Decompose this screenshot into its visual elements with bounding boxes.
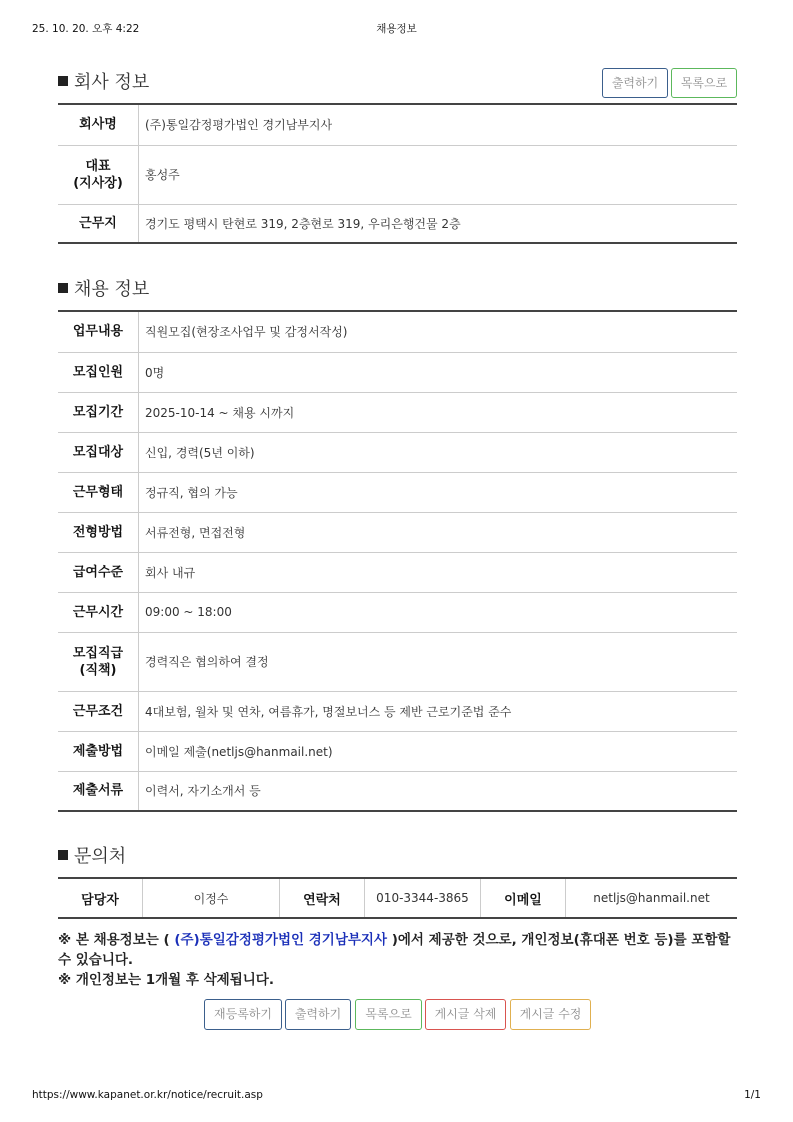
table-row: [58, 104, 737, 145]
row-label: [58, 632, 139, 691]
row-value: 직원모집(현장조사업무 및 감정서작성): [139, 311, 738, 352]
label-line: 대표 (지사장): [73, 158, 123, 191]
print-footer: [32, 1089, 761, 1105]
row-value: 09:00 ~ 18:00: [139, 592, 738, 632]
notice-line-2: ※ 개인정보는 1개월 후 삭제됩니다.: [58, 972, 274, 988]
row-value: 홍성주: [139, 145, 738, 204]
phone-value: 010-3344-3865: [365, 878, 481, 918]
row-label: 제출방법: [58, 731, 139, 771]
company-info-table: [58, 103, 737, 244]
table-row: [58, 878, 737, 918]
table-row: [58, 311, 737, 352]
notice-company: (주)통일감정평가법인 경기남부지사: [174, 932, 387, 948]
contact-section-title-text: 문의처: [74, 846, 127, 867]
row-label: 근무지: [58, 204, 139, 243]
row-label: 근무형태: [58, 472, 139, 512]
recruit-section-title-text: 채용 정보: [74, 279, 150, 300]
label-line: 모집직급 (직책): [72, 645, 124, 678]
row-value: 정규직, 협의 가능: [139, 472, 738, 512]
row-value: 이메일 제출(netljs@hanmail.net): [139, 731, 738, 771]
notice-prefix: ※ 본 채용정보는 (: [58, 932, 175, 948]
notice-line-1: [58, 930, 738, 970]
company-section-title-text: 회사 정보: [74, 72, 150, 93]
row-value: 4대보험, 월차 및 연차, 여름휴가, 명절보너스 등 제반 근로기준법 준수: [139, 691, 738, 731]
print-button[interactable]: 출력하기: [602, 68, 668, 98]
table-row: [58, 432, 737, 472]
recruit-info-table: [58, 310, 737, 812]
table-row: [58, 771, 737, 811]
row-value: 경기도 평택시 탄현로 319, 2층현로 319, 우리은행건물 2층: [145, 216, 461, 231]
print-title: 채용정보: [376, 23, 417, 35]
delete-post-button[interactable]: 게시글 삭제: [425, 999, 506, 1030]
row-label: 급여수준: [58, 552, 139, 592]
email-label: 이메일: [481, 878, 566, 918]
row-value: 회사 내규: [139, 552, 738, 592]
phone-label: 연락처: [280, 878, 365, 918]
print-date: 25. 10. 20. 오후 4:22: [32, 23, 140, 35]
contact-section-title: [58, 842, 126, 868]
table-row: [58, 352, 737, 392]
row-value: 0명: [139, 352, 738, 392]
company-section-title: [58, 68, 149, 94]
print-header: [32, 21, 761, 37]
privacy-notice: [58, 930, 738, 990]
page-number: 1/1: [744, 1089, 761, 1101]
manager-value: 이정수: [143, 878, 280, 918]
table-row: [58, 691, 737, 731]
table-row: [58, 552, 737, 592]
row-label: 회사명: [58, 104, 139, 145]
bottom-print-button[interactable]: 출력하기: [285, 999, 351, 1030]
print-url: https://www.kapanet.or.kr/notice/recruit.asp: [32, 1089, 263, 1101]
reregister-button[interactable]: 재등록하기: [204, 999, 282, 1030]
row-label: 전형방법: [58, 512, 139, 552]
square-bullet-icon: [58, 850, 68, 860]
row-value: 경력직은 협의하여 결정: [139, 632, 738, 691]
bottom-list-button[interactable]: 목록으로: [355, 999, 422, 1030]
contact-table: [58, 877, 737, 919]
notice-suffix: )에서 제공한 것으로, 개인정보(휴대폰 번호 등)를 포함할 수 있습니다.: [58, 932, 731, 968]
row-value: (주)통일감정평가법인 경기남부지사: [139, 104, 738, 145]
email-value: netljs@hanmail.net: [593, 891, 710, 905]
row-value: 서류전형, 면접전형: [139, 512, 738, 552]
table-row: [58, 145, 737, 204]
table-row: [58, 204, 737, 243]
table-row: [58, 731, 737, 771]
manager-label: 담당자: [58, 878, 143, 918]
edit-post-button[interactable]: 게시글 수정: [510, 999, 591, 1030]
row-label: 모집기간: [58, 392, 139, 432]
row-label: 모집대상: [58, 432, 139, 472]
row-value: 신입, 경력(5년 이하): [139, 432, 738, 472]
row-value: 2025-10-14 ~ 채용 시까지: [139, 392, 738, 432]
row-label: 근무조건: [58, 691, 139, 731]
table-row: [58, 592, 737, 632]
row-value: 이력서, 자기소개서 등: [145, 784, 261, 799]
table-row: [58, 512, 737, 552]
row-label: 제출서류: [58, 771, 139, 811]
square-bullet-icon: [58, 76, 68, 86]
row-label: 모집인원: [58, 352, 139, 392]
table-row: [58, 392, 737, 432]
table-row: [58, 472, 737, 512]
table-row: [58, 632, 737, 691]
recruit-section-title: [58, 275, 149, 301]
list-button[interactable]: 목록으로: [671, 68, 737, 98]
row-label: 업무내용: [58, 311, 139, 352]
row-label: [58, 145, 139, 204]
row-label: 근무시간: [58, 592, 139, 632]
square-bullet-icon: [58, 283, 68, 293]
